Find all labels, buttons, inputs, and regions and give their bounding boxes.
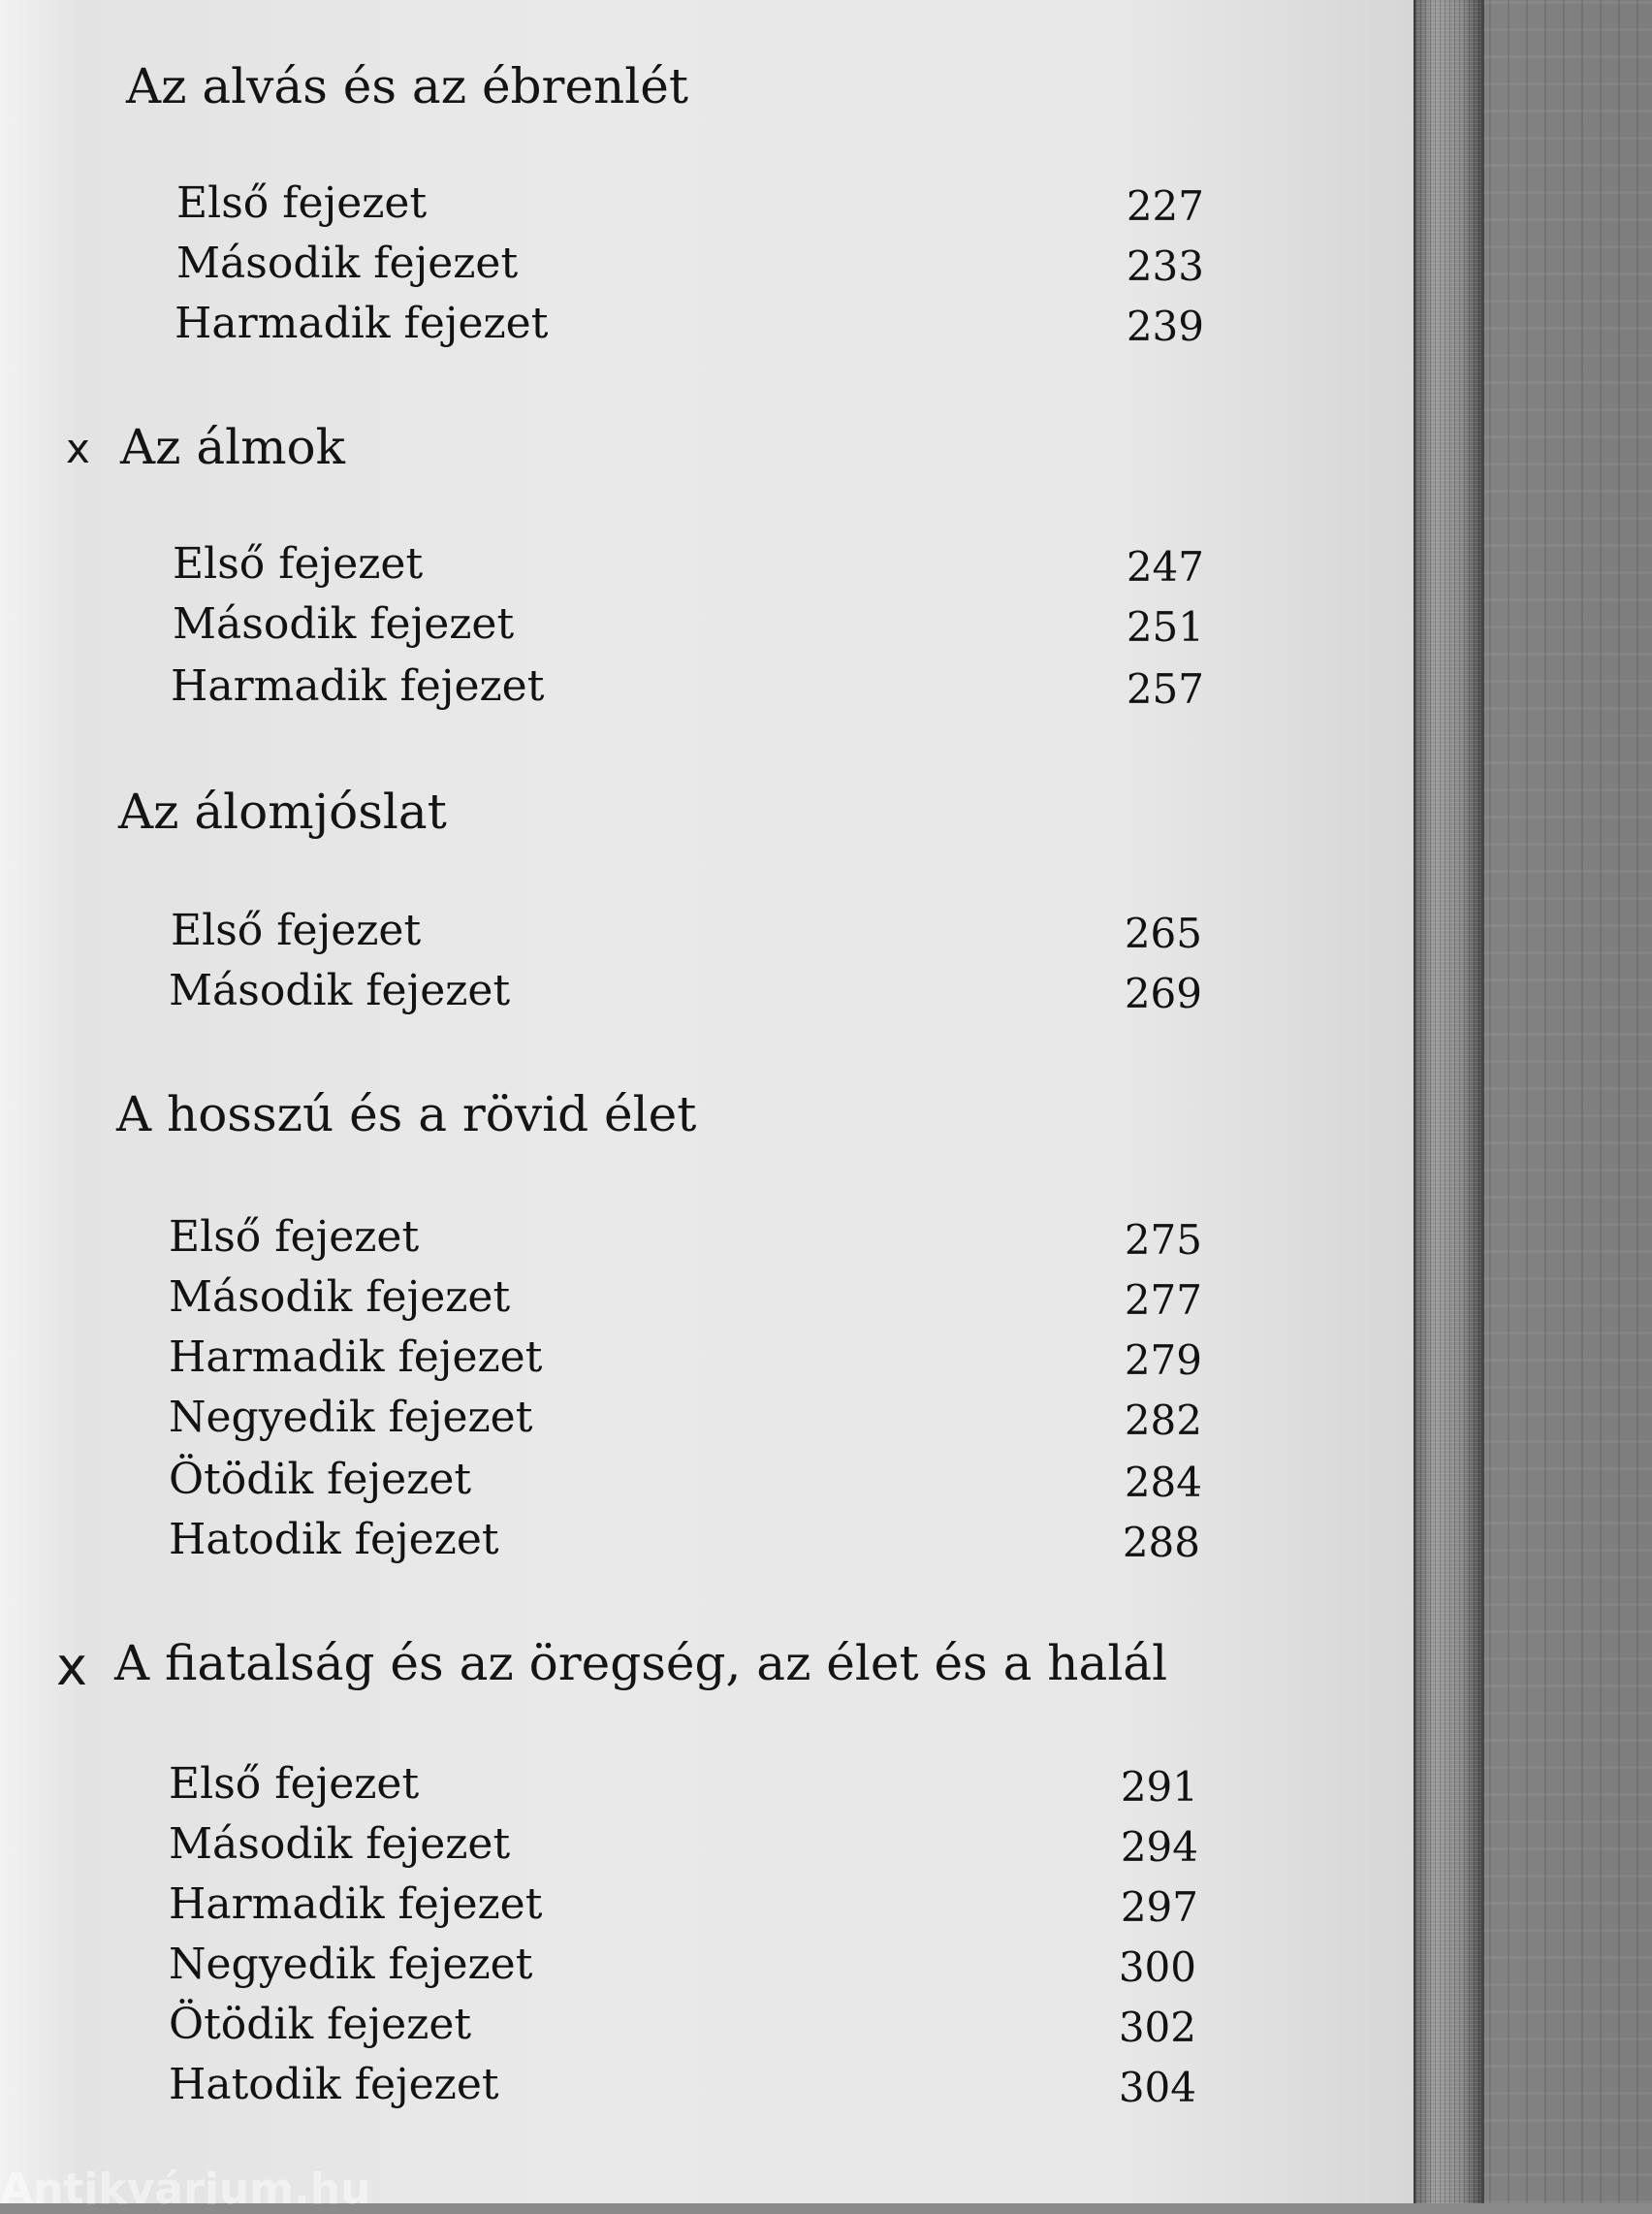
entry-label: Első fejezet	[176, 178, 428, 228]
entry-label: Második fejezet	[169, 1819, 511, 1869]
entry-page-number: 300	[1118, 1943, 1196, 1991]
entry-page-number: 288	[1122, 1519, 1200, 1566]
entry-label: Első fejezet	[171, 906, 422, 955]
toc-entry	[0, 1515, 1414, 1566]
section-title: A fiatalság és az öregség, az élet és a halál	[114, 1635, 1168, 1691]
entry-label: Első fejezet	[169, 1759, 420, 1809]
toc-entry	[0, 178, 1414, 230]
section-title: Az álomjóslat	[118, 784, 447, 840]
entry-page-number: 297	[1120, 1883, 1198, 1931]
toc-entry	[0, 539, 1414, 591]
toc-entry	[0, 299, 1414, 350]
section-title: Az álmok	[120, 419, 345, 475]
entry-label: Harmadik fejezet	[171, 661, 545, 711]
toc-entry	[0, 906, 1414, 957]
entry-label: Második fejezet	[169, 1272, 511, 1322]
watermark: Antikvárium.hu	[0, 2165, 371, 2214]
entry-label: Hatodik fejezet	[169, 1515, 499, 1564]
entry-page-number: 275	[1124, 1216, 1202, 1264]
entry-page-number: 269	[1124, 970, 1202, 1017]
toc-entry	[0, 1332, 1414, 1384]
entry-page-number: 277	[1124, 1276, 1202, 1324]
entry-page-number: 294	[1120, 1823, 1198, 1871]
toc-entry	[0, 966, 1414, 1017]
entry-label: Első fejezet	[169, 1212, 420, 1262]
toc-entry	[0, 1455, 1414, 1506]
handwritten-x-mark: x	[56, 1636, 87, 1697]
book-spine	[1414, 0, 1484, 2203]
section-title: A hosszú és a rövid élet	[116, 1086, 697, 1142]
handwritten-x-mark: x	[66, 425, 90, 472]
entry-page-number: 284	[1124, 1459, 1202, 1506]
entry-label: Ötödik fejezet	[169, 1455, 472, 1504]
entry-page-number: 302	[1118, 2004, 1196, 2051]
toc-entry	[0, 599, 1414, 651]
toc-entry	[0, 661, 1414, 713]
entry-label: Negyedik fejezet	[169, 1940, 533, 1989]
entry-label: Harmadik fejezet	[169, 1332, 543, 1382]
toc-entry	[0, 1393, 1414, 1444]
entry-page-number: 291	[1120, 1763, 1198, 1811]
entry-page-number: 251	[1126, 603, 1204, 651]
entry-label: Hatodik fejezet	[169, 2060, 499, 2109]
entry-label: Második fejezet	[173, 599, 515, 649]
toc-entry	[0, 1819, 1414, 1871]
toc-entry	[0, 239, 1414, 290]
entry-label: Harmadik fejezet	[169, 1879, 543, 1929]
entry-page-number: 239	[1126, 303, 1204, 350]
entry-label: Ötödik fejezet	[169, 2000, 472, 2049]
entry-label: Negyedik fejezet	[169, 1393, 533, 1442]
entry-page-number: 257	[1126, 665, 1204, 713]
toc-entry	[0, 1759, 1414, 1811]
entry-label: Harmadik fejezet	[175, 299, 549, 348]
entry-page-number: 247	[1126, 543, 1204, 591]
toc-entry	[0, 2000, 1414, 2051]
entry-page-number: 227	[1126, 182, 1204, 230]
toc-entry	[0, 1272, 1414, 1324]
entry-page-number: 233	[1126, 242, 1204, 290]
entry-page-number: 265	[1124, 910, 1202, 957]
entry-label: Második fejezet	[176, 239, 519, 288]
entry-label: Első fejezet	[173, 539, 424, 589]
toc-entry	[0, 1940, 1414, 1991]
entry-page-number: 304	[1118, 2064, 1196, 2111]
section-title: Az alvás és az ébrenlét	[126, 58, 688, 114]
entry-label: Második fejezet	[169, 966, 511, 1015]
toc-entry	[0, 1212, 1414, 1264]
toc-entry	[0, 1879, 1414, 1931]
entry-page-number: 282	[1124, 1396, 1202, 1444]
entry-page-number: 279	[1124, 1336, 1202, 1384]
toc-entry	[0, 2060, 1414, 2111]
